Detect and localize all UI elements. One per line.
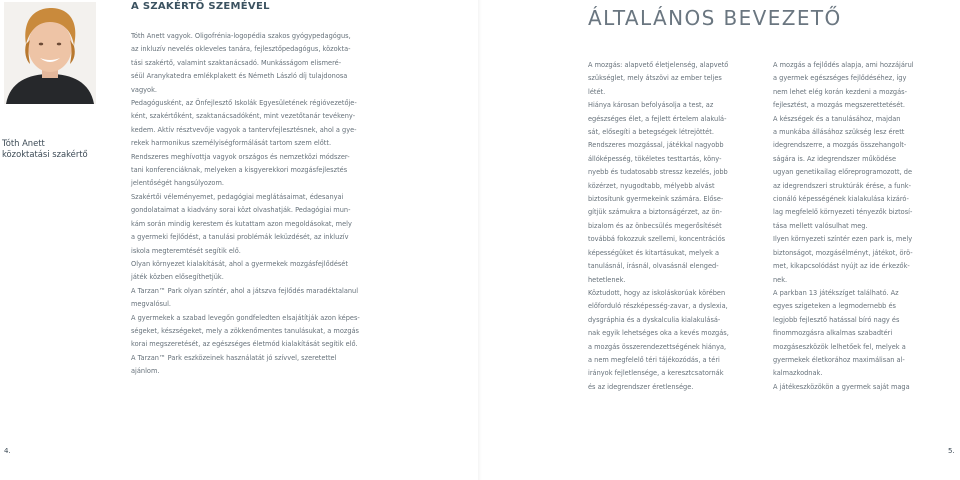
- body-line: nak egyik lehetséges oka a kevés mozgás,: [588, 329, 729, 338]
- bio-line: Rendszeres meghívottja vagyok országos és nemzetközi módszer-: [131, 152, 350, 161]
- body-line: biztonságot, mozgásélményt, játékot, örö-: [773, 248, 913, 257]
- author-role: közoktatási szakértő: [2, 149, 88, 159]
- body-line: a mozgás összerendezettségének hiánya,: [588, 342, 727, 351]
- body-line: A játékeszközökön a gyermek saját maga: [773, 382, 910, 391]
- portrait-illustration: [4, 2, 96, 104]
- body-line: tanulásnál, írásnál, olvasásnál elenged-: [588, 262, 719, 271]
- bio-line: Pedagógusként, az Önfejlesztő Iskolák Egyesületének régióvezetője-: [131, 99, 357, 108]
- bio-line: A gyermekek a szabad levegőn gondfeledten elsajátítják azon képes-: [131, 313, 360, 322]
- body-line: finommozgásra alkalmas szabadtéri: [773, 329, 893, 338]
- body-line: közérzet, nyugodtabb, mélyebb alvást: [588, 181, 715, 190]
- body-line: cionáló képességének kialakulása kizáró-: [773, 195, 909, 204]
- body-line: gyermekek életkorához maximálisan al-: [773, 355, 905, 364]
- body-column-1: [588, 59, 750, 394]
- bio-line: gondolataimat a kiadvány sorai közt olvashatják. Pedagógiai mun-: [131, 206, 351, 215]
- body-line: előforduló részképesség-zavar, a dyslexia,: [588, 302, 728, 311]
- body-line: nek.: [773, 275, 788, 284]
- bio-line: kedem. Aktív résztvevője vagyok a tantervfejlesztésnek, ahol a gye-: [131, 125, 357, 134]
- bio-line: az inkluzív nevelés okleveles tanára, fejlesztőpedagógus, közokta-: [131, 45, 351, 54]
- body-line: gítjük számukra a biztonságérzet, az ön-: [588, 208, 723, 217]
- body-line: legjobb fejlesztő hatással bíró nagy és: [773, 315, 900, 324]
- bio-line: a gyermeki fejlődést, a tanulási problémák leküzdését, az inkluzív: [131, 233, 349, 242]
- bio-line: ajánlom.: [131, 367, 160, 376]
- body-line: idegrendszerre, a mozgás összehangolt-: [773, 141, 907, 150]
- body-line: A mozgás: alapvető életjelenség, alapvető: [588, 61, 729, 69]
- bio-line: Szakértői véleményemet, pedagógiai meglátásaimat, édesanyai: [131, 192, 344, 201]
- body-line: fejlesztést, a mozgás megszerettetését.: [773, 101, 905, 110]
- body-line: továbbá fokozzuk szellemi, koncentrációs: [588, 235, 726, 244]
- page-number-right: 5.: [948, 447, 955, 455]
- bio-line: vagyok.: [131, 85, 157, 94]
- bio-line: ségeket, készségeket, mely a zökkenőmentes tanulásukat, a mozgás: [131, 326, 359, 335]
- bio-line: rekek harmonikus személyiségformálását tartom szem előtt.: [131, 139, 332, 148]
- body-line: lag megfelelő környezeti tényezők biztosí-: [773, 208, 913, 217]
- body-line: tása mellett valósulhat meg.: [773, 221, 868, 230]
- body-line: ugyan genetikailag előreprogramozott, de: [773, 168, 913, 177]
- body-line: hetetlenek.: [588, 275, 626, 284]
- body-line: állóképesség, tökéletes testtartás, köny-: [588, 154, 722, 163]
- body-line: A mozgás a fejlődés alapja, ami hozzájárul: [773, 61, 914, 69]
- body-line: A készségek és a tanulásához, majdan: [773, 114, 901, 123]
- bio-line: Tóth Anett vagyok. Oligofrénia-logopédia szakos gyógypedagógus,: [131, 32, 351, 40]
- bio-line: Olyan környezet kialakítását, ahol a gyermekek mozgásfejlődését: [131, 259, 348, 268]
- bio-line: A Tarzan™ Park eszközeinek használatát jó szívvel, szeretettel: [131, 353, 337, 362]
- author-bio: [131, 30, 376, 379]
- bio-line: korai megszeretését, az egészséges életmód kialakítását segítik elő.: [131, 340, 358, 349]
- body-line: képességüket és kitartásukat, melyek a: [588, 248, 720, 257]
- body-line: A parkban 13 játékszíget található. Az: [773, 288, 899, 297]
- body-line: a munkába állásához szükség lesz érett: [773, 128, 905, 137]
- bio-line: tási szakértő, valamint szaktanácsadó. Munkásságom elismeré-: [131, 58, 342, 67]
- bio-line: A Tarzan™ Park olyan színtér, ahol a játszva fejlődés maradéktalanul: [131, 286, 359, 295]
- bio-line: jelentőségét hangsúlyozom.: [131, 179, 224, 188]
- body-line: Ilyen környezeti színtér ezen park is, mely: [773, 235, 913, 244]
- body-line: mozgáseszközök lelhetőek fel, melyek a: [773, 342, 906, 351]
- portrait-caption: [2, 138, 88, 160]
- body-line: dysgráphia és a dyskalculia kialakulásá-: [588, 315, 721, 324]
- body-line: Hiánya károsan befolyásolja a test, az: [588, 101, 714, 110]
- bio-line: megvalósul.: [131, 300, 172, 309]
- body-line: és az idegrendszer éretlensége.: [588, 382, 694, 391]
- body-line: bizalom és az önbecsülés megerősítését: [588, 221, 722, 230]
- body-line: Rendszeres mozgással, játékkal nagyobb: [588, 141, 724, 150]
- body-line: irányok fejletlensége, a keresztcsatornák: [588, 369, 724, 378]
- body-line: kalmazkodnak.: [773, 369, 823, 378]
- bio-line: ként, szakértőként, szaktanácsadóként, mint vezetőtanár tevékeny-: [131, 112, 356, 121]
- body-line: szükséglet, mely átszövi az ember teljes: [588, 74, 722, 83]
- section-heading: A SZAKÉRTŐ SZEMÉVEL: [131, 1, 270, 12]
- body-line: ságára is. Az idegrendszer működése: [773, 154, 897, 163]
- body-line: az idegrendszeri struktúrák érése, a funk-: [773, 181, 911, 190]
- bio-line: tani konferenciáknak, melyeken a kisgyerekkori mozgásfejlesztés: [131, 166, 348, 175]
- body-line: biztosítunk gyermekeink számára. Előse-: [588, 195, 724, 204]
- body-line: sát, elősegíti a betegségek létrejöttét.: [588, 128, 714, 137]
- body-line: Köztudott, hogy az iskoláskorúak körében: [588, 288, 726, 297]
- body-line: egyes szigeteken a legmodernebb és: [773, 302, 896, 311]
- author-name: Tóth Anett: [2, 138, 45, 148]
- body-line: egészséges élet, a fejlett értelem alakulá-: [588, 114, 727, 123]
- author-portrait: [4, 2, 96, 104]
- body-line: nem lehet elég korán kezdeni a mozgás-: [773, 87, 907, 96]
- page-number-left: 4.: [4, 447, 11, 455]
- body-column-2: [773, 59, 935, 394]
- body-line: a gyermek egészséges fejlődéséhez, így: [773, 74, 907, 83]
- bio-line: iskola megteremtését segítik elő.: [131, 246, 241, 255]
- bio-line: séül Aranykatedra emlékplakett és Németh László díj tulajdonosa: [131, 72, 348, 81]
- bio-line: játék közben elősegíthetjük.: [131, 273, 224, 282]
- bio-line: kám során mindig kerestem és kutattam azon megoldásokat, mely: [131, 219, 352, 228]
- body-line: a nem megfelelő téri tájékozódás, a téri: [588, 355, 720, 364]
- body-line: létét.: [588, 87, 606, 96]
- body-line: met, kikapcsolódást nyújt az ide érkezők-: [773, 262, 910, 271]
- page-title: ÁLTALÁNOS BEVEZETŐ: [588, 6, 842, 30]
- body-line: nyebb és tudatosabb stressz kezelés, jobb: [588, 168, 728, 177]
